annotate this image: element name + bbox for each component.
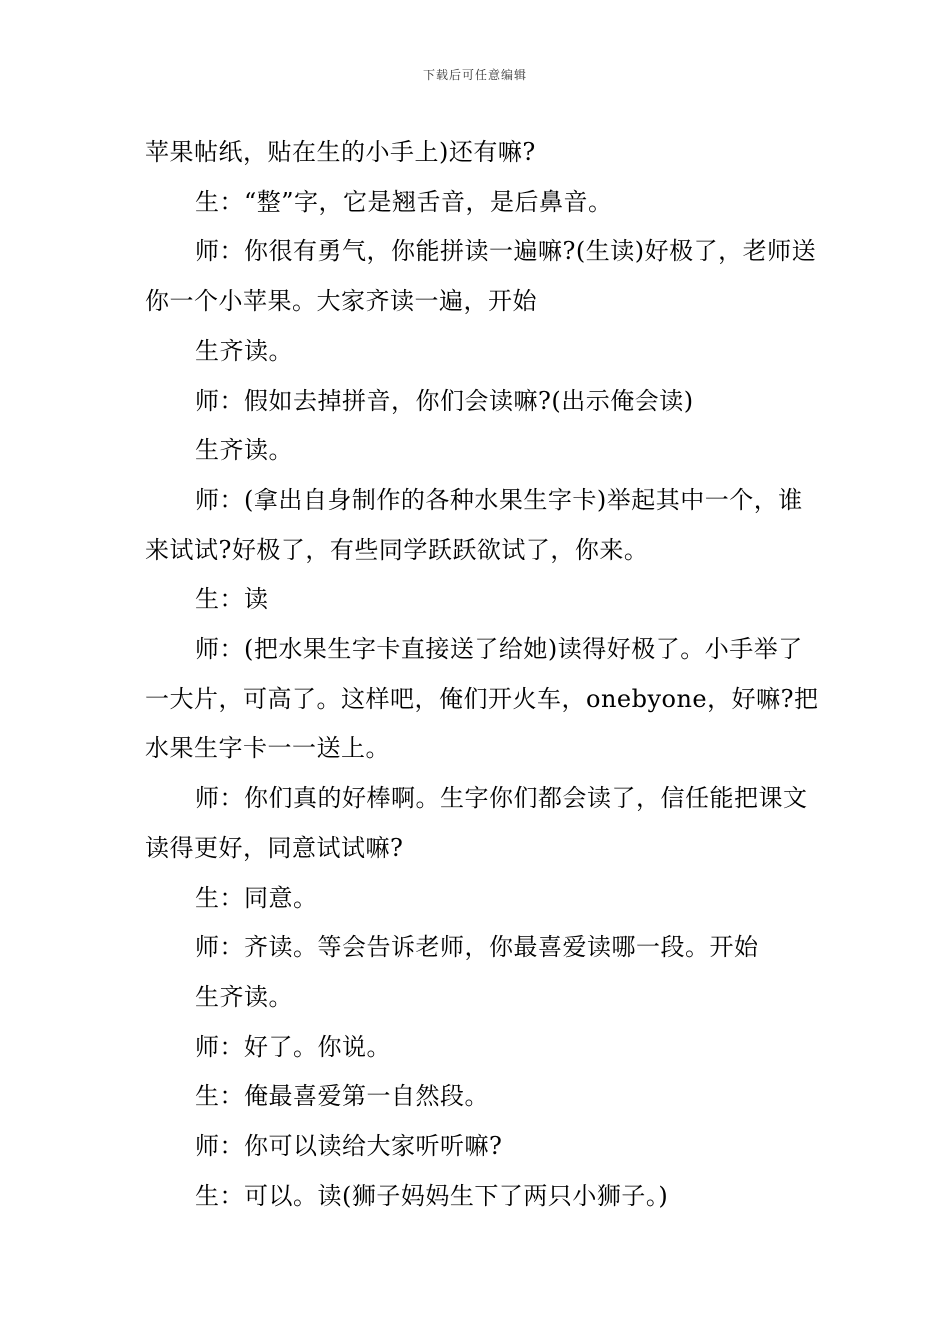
page-header: 下载后可任意编辑 [422,68,527,82]
paragraph: 师：你很有勇气，你能拼读一遍嘛?(生读)好极了，老师送你一个小苹果。大家齐读一遍，开始 [145,237,817,316]
paragraph: 生：“整”字，它是翘舌音，是后鼻音。 [195,187,613,216]
paragraph: 师：好了。你说。 [195,1032,391,1061]
paragraph: 师：你可以读给大家听听嘛? [195,1132,503,1161]
paragraph: 师：(把水果生字卡直接送了给她)读得好极了。小手举了一大片，可高了。这样吧，俺们开火车，onebyone，好嘛?把水果生字卡一一送上。 [145,635,819,763]
paragraph: 苹果帖纸，贴在生的小手上)还有嘛? [145,138,536,166]
paragraph: 师：假如去掉拼音，你们会读嘛?(出示俺会读) [195,386,694,415]
paragraph: 师：你们真的好棒啊。生字你们都会读了，信任能把课文读得更好，同意试试嘛? [145,784,808,862]
paragraph: 生：读 [195,585,269,614]
paragraph: 生：俺最喜爱第一自然段。 [195,1082,489,1111]
paragraph: 师：齐读。等会告诉老师，你最喜爱读哪一段。开始 [195,933,759,962]
paragraph: 生齐读。 [195,982,293,1011]
paragraph: 生：同意。 [195,883,318,912]
paragraph: 生齐读。 [195,336,293,365]
document-body [145,128,825,1221]
paragraph: 生齐读。 [195,436,293,465]
paragraph: 师：(拿出自身制作的各种水果生字卡)举起其中一个，谁来试试?好极了，有些同学跃跃欲试了，你来。 [145,485,803,564]
paragraph: 生：可以。读(狮子妈妈生下了两只小狮子。) [195,1181,669,1210]
